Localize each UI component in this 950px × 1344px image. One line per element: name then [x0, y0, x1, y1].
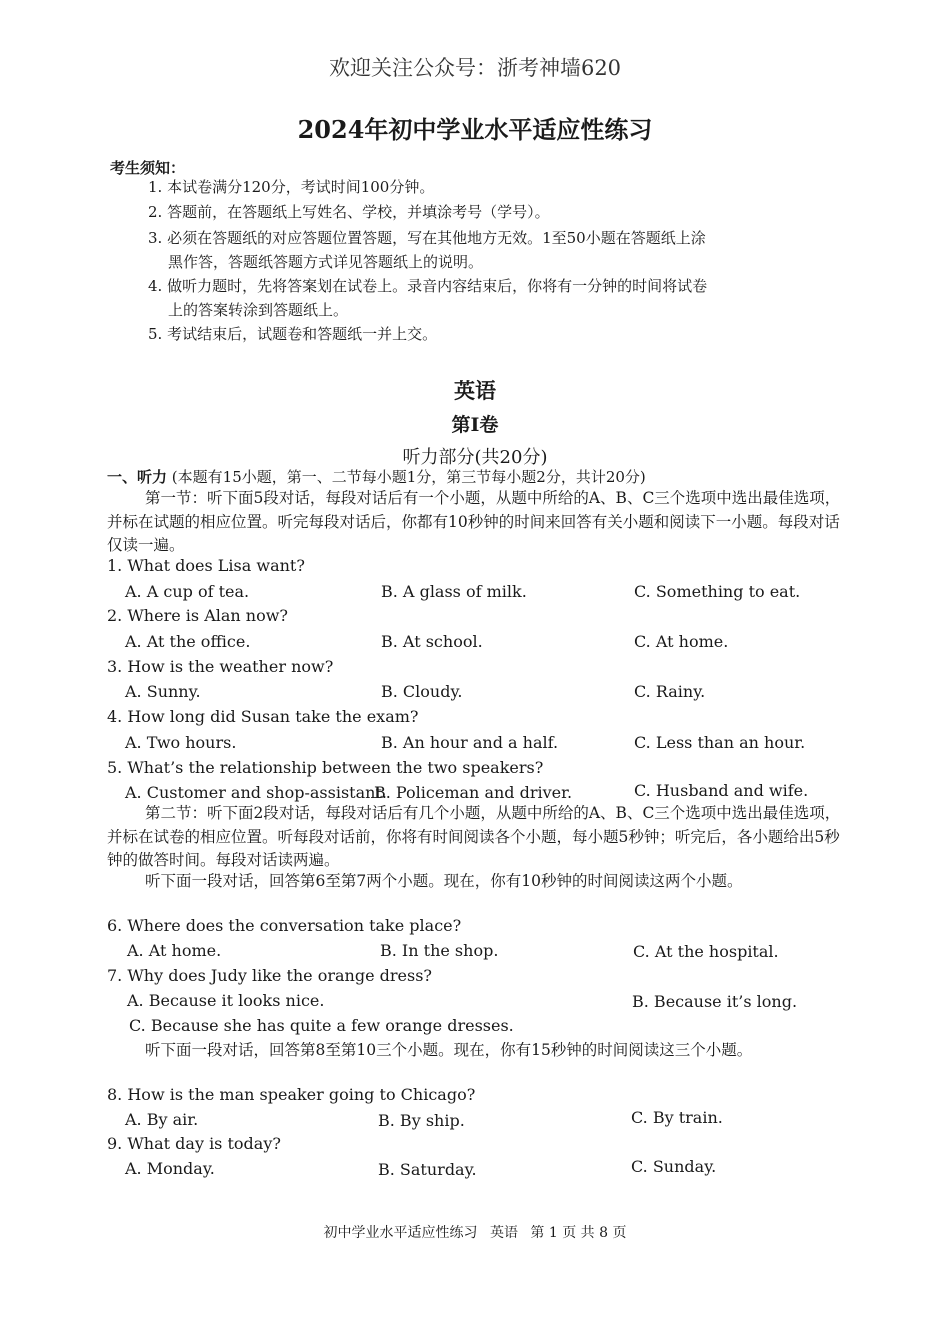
- option-b: B. Cloudy.: [381, 682, 463, 701]
- option-a: A. Because it looks nice.: [127, 991, 325, 1010]
- footer-subject: 英语: [489, 1225, 518, 1241]
- option-b: B. An hour and a half.: [381, 733, 559, 752]
- option-b: B. Policeman and driver.: [374, 783, 573, 802]
- option-b: B. At school.: [381, 632, 483, 651]
- question-text: 1. What does Lisa want?: [107, 556, 305, 575]
- notice-item: 2. 答题前，在答题纸上写姓名、学校，并填涂考号（学号）。: [148, 203, 550, 221]
- option-a: A. At the office.: [125, 632, 251, 651]
- page-title: 2024年初中学业水平适应性练习: [297, 115, 653, 144]
- page-footer: [0, 1222, 950, 1242]
- footer-exam-name: 初中学业水平适应性练习: [323, 1225, 478, 1241]
- option-c: C. At the hospital.: [633, 942, 779, 961]
- footer-page-number: 第 1 页 共 8 页: [530, 1225, 627, 1241]
- notice-heading: 考生须知：: [110, 159, 186, 177]
- question-text: 4. How long did Susan take the exam?: [107, 707, 419, 726]
- volume-heading: 第Ⅰ卷: [451, 414, 499, 436]
- option-a: A. Two hours.: [125, 733, 237, 752]
- section1-instructions: 第一节：听下面5段对话，每段对话后有一个小题，从题中所给的A、B、C三个选项中选出最佳选项，并标在试题的相应位置。听完每段对话后，你都有10秒钟的时间来回答有关小题和阅读下一小题。每段对话仅读一遍。: [107, 489, 841, 554]
- option-c: C. Sunday.: [631, 1157, 717, 1176]
- option-c: C. Because she has quite a few orange dresses.: [129, 1016, 514, 1035]
- option-a: A. By air.: [125, 1110, 199, 1129]
- option-a: A. Customer and shop-assistant.: [125, 783, 387, 802]
- option-a: A. Sunny.: [125, 682, 201, 701]
- option-b: B. Because it’s long.: [632, 992, 798, 1011]
- option-c: C. Something to eat.: [634, 582, 801, 601]
- question-text: 9. What day is today?: [107, 1134, 281, 1153]
- dialog2-instructions: 听下面一段对话，回答第8至第10三个小题。现在，你有15秒钟的时间阅读这三个小题。: [145, 1041, 753, 1059]
- notice-item: 上的答案转涂到答题纸上。: [168, 301, 349, 319]
- option-c: C. At home.: [634, 632, 729, 651]
- option-c: C. Rainy.: [634, 682, 706, 701]
- dialog1-instructions: 听下面一段对话，回答第6至第7两个小题。现在，你有10秒钟的时间阅读这两个小题。: [145, 872, 743, 890]
- section-label: 一、听力: [107, 468, 168, 486]
- section2-instructions: 第二节：听下面2段对话，每段对话后有几个小题，从题中所给的A、B、C三个选项中选出最佳选项，并标在试卷的相应位置。听每段对话前，你将有时间阅读各个小题，每小题5秒钟；听完后，各小题给出5秒钟的做答时间。每段对话读两遍。: [107, 804, 841, 869]
- option-c: C. By train.: [631, 1108, 723, 1127]
- question-text: 6. Where does the conversation take place?: [107, 916, 462, 935]
- notice-item: 5. 考试结束后，试题卷和答题纸一并上交。: [148, 325, 438, 343]
- notice-item: 3. 必须在答题纸的对应答题位置答题，写在其他地方无效。1至50小题在答题纸上涂: [148, 229, 706, 247]
- option-c: C. Less than an hour.: [634, 733, 806, 752]
- subject-heading: 英语: [454, 378, 496, 403]
- option-b: B. In the shop.: [380, 941, 499, 960]
- option-a: A. Monday.: [125, 1159, 215, 1178]
- option-c: C. Husband and wife.: [634, 781, 809, 800]
- watermark-text: 欢迎关注公众号：浙考神墙620: [328, 56, 622, 80]
- part-heading: 听力部分(共20分): [402, 447, 548, 468]
- option-b: B. A glass of milk.: [381, 582, 527, 601]
- option-a: A. A cup of tea.: [125, 582, 250, 601]
- question-text: 3. How is the weather now?: [107, 657, 334, 676]
- option-b: B. Saturday.: [378, 1160, 477, 1179]
- notice-item: 4. 做听力题时，先将答案划在试卷上。录音内容结束后，你将有一分钟的时间将试卷: [148, 277, 708, 295]
- section-heading: [107, 466, 646, 487]
- section-desc: (本题有15小题，第一、二节每小题1分，第三节每小题2分，共计20分): [171, 468, 646, 486]
- notice-item: 黑作答，答题纸答题方式详见答题纸上的说明。: [168, 253, 484, 271]
- option-a: A. At home.: [127, 941, 222, 960]
- question-text: 8. How is the man speaker going to Chicago?: [107, 1085, 476, 1104]
- question-text: 5. What’s the relationship between the two speakers?: [107, 758, 544, 777]
- question-text: 2. Where is Alan now?: [107, 606, 288, 625]
- notice-item: 1. 本试卷满分120分，考试时间100分钟。: [148, 178, 435, 196]
- question-text: 7. Why does Judy like the orange dress?: [107, 966, 433, 985]
- option-b: B. By ship.: [378, 1111, 465, 1130]
